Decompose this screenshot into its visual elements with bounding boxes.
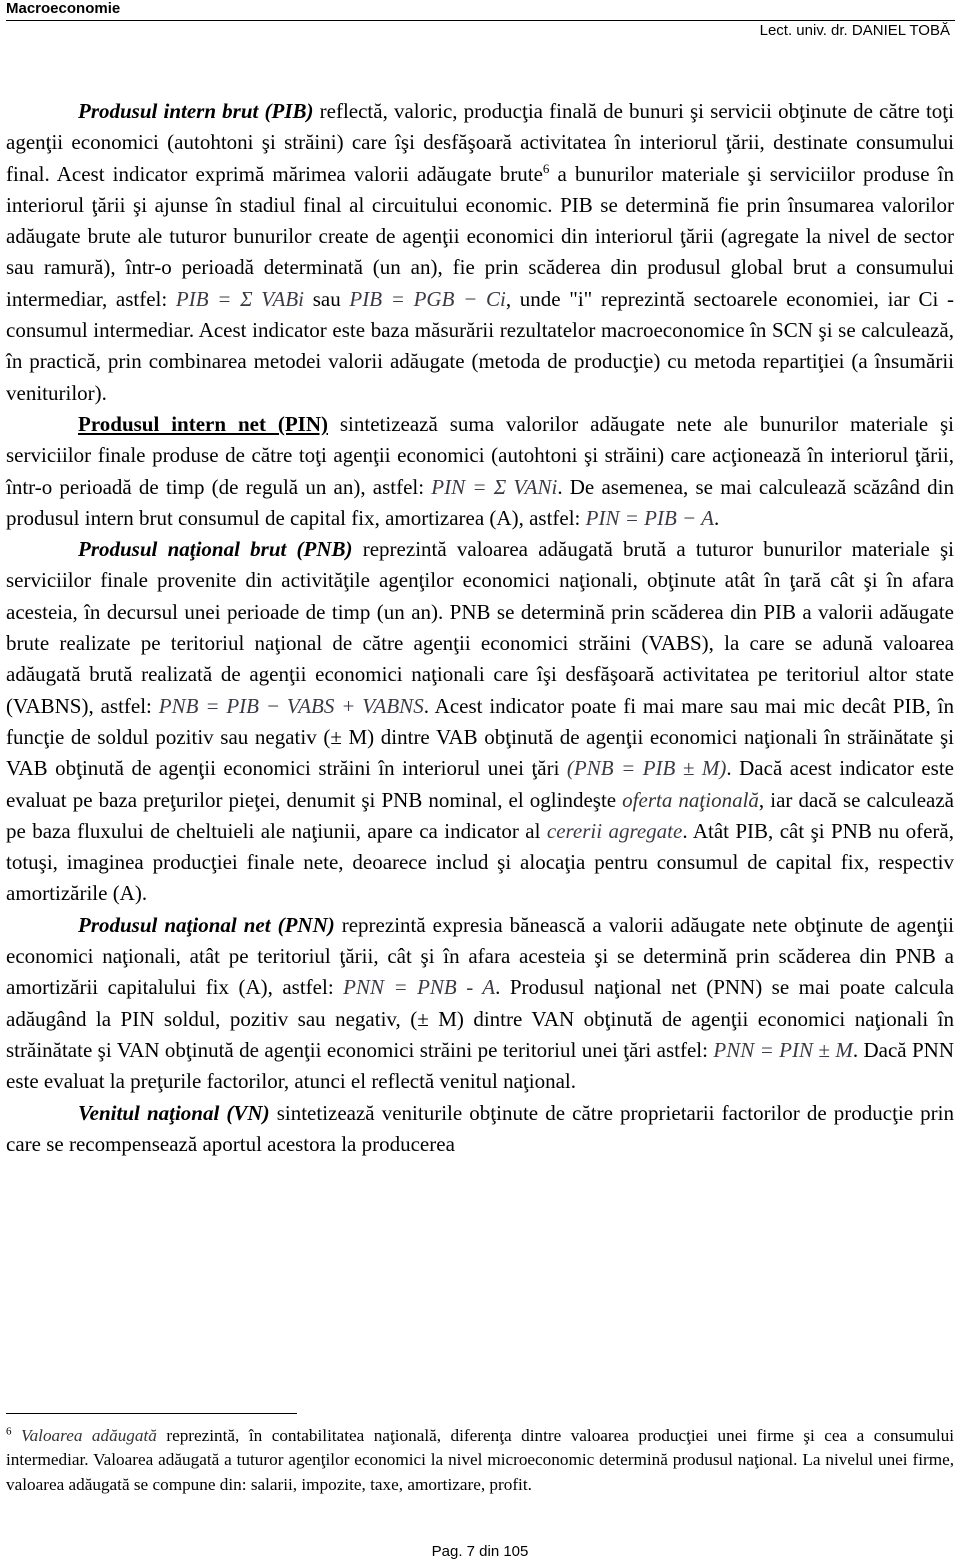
author-name: Lect. univ. dr. DANIEL TOBĂ (759, 22, 950, 39)
formula-pnn-pin: PNN = PIN ± M (713, 1037, 853, 1062)
formula-pib-sum: PIB = Σ VABi (175, 286, 305, 311)
pib-text-4: , unde "i" reprezintă sectoarele economiei, iar Ci - consumul intermediar. Acest indicator este baza măsurării rezultatelor macroeconomice în SCN şi se calculează, în practică, prin combinarea metodei valorii adăugate (metoda de producţie) cu metoda repartiţiei (a însumării veniturilor). (6, 286, 954, 405)
term-cererii-agregate: cererii agregate (546, 818, 683, 843)
footnote-text: reprezintă, în contabilitatea naţională, diferenţa dintre valoarea producţiei unei firme şi cea a consumului intermediar. Valoarea adăugată a tuturor agenţilor economici la nivel microeconomic determină produsul naţional. La nivelul unei firme, valoarea adăugată se compune din: salarii, impozite, taxe, amortizare, profit. (6, 1426, 955, 1494)
footnote-number: 6 (6, 1425, 12, 1438)
pnn-text-3: . Dacă PNN este evaluat la preţurile factorilor, atunci el reflectă venitul naţional. (6, 1037, 955, 1094)
pnb-text-1: reprezintă valoarea adăugată brută a tuturor bunurilor materiale şi serviciilor finale provenite din activităţile agenţilor economici naţionali, obţinute atât în ţară cât şi în afara acesteia, în decursul unei perioade de timp (un an). PNB se determină prin scăderea din PIB a valorii adăugate brute realizate pe teritoriul naţional de către agenţii economici străini (VABS), la care se adună valoarea adăugată brută realizată de agenţii economici naţionali care îşi desfăşoară activitatea pe teritoriul altor state (VABNS), astfel: (6, 537, 954, 718)
pnb-text-3: . Dacă acest indicator este evaluat pe baza preţurilor pieţei, denumit şi PNB nominal, el oglindeşte (6, 756, 954, 812)
paragraph-pib (6, 96, 954, 409)
term-vn: Venitul naţional (VN) (78, 1100, 270, 1125)
footnote-term: Valoarea adăugată (21, 1426, 157, 1445)
pnb-text-5: . Atât PIB, cât şi PNB nu oferă, totuşi, imaginea producţiei finale nete, deoarece includ şi alocaţia pentru consumul de capital fix, respectiv amortizările (A). (6, 818, 955, 906)
formula-pin-sum: PIN = Σ VANi (431, 474, 558, 499)
formula-pnn-pnb: PNN = PNB - A (343, 975, 496, 1000)
term-pib: Produsul intern brut (PIB) (78, 99, 314, 123)
paragraph-pin (6, 409, 954, 534)
term-oferta-nationala: oferta naţională (622, 787, 759, 812)
course-title: Macroeconomie (6, 0, 121, 17)
pib-text-1: reflectă, valoric, producţia finală de bunuri şi servicii obţinute de către toţi agenţii economici (autohtoni şi străini) care îşi desfăşoară activitatea în interiorul ţării, destinate consumului final. Acest indicator exprimă mărimea valorii adăugate brute (6, 99, 954, 186)
pib-text-3: sau (304, 286, 350, 311)
footnote-reference: 6 (542, 160, 550, 176)
formula-pib-pgb: PIB = PGB − Ci (349, 286, 506, 311)
pin-text-3: . (713, 505, 720, 530)
paragraph-pnb (6, 534, 954, 910)
paragraph-pnn (6, 910, 954, 1098)
pnb-text-4: , iar dacă se calculează pe baza fluxului de cheltuieli ale naţiunii, apare ca indicator al (6, 787, 954, 843)
term-pin: Produsul intern net (PIN) (78, 411, 328, 436)
footnote (6, 1424, 954, 1497)
formula-pin-pib: PIN = PIB − A (585, 505, 714, 530)
pin-text-2: . De asemenea, se mai calculează scăzând din produsul intern brut consumul de capital fix, amortizarea (A), astfel: (6, 474, 954, 530)
formula-pnb-m: (PNB = PIB ± M) (566, 756, 727, 781)
body-text (6, 96, 954, 1160)
formula-pnb-vabs: PNB = PIB − VABS + VABNS (158, 693, 424, 718)
footnote-rule (6, 1413, 297, 1414)
term-pnn: Produsul naţional net (PNN) (78, 912, 335, 937)
vn-text-1: sintetizează veniturile obţinute de către proprietarii factorilor de producţie prin care se recompensează aportul acestora la producerea (6, 1100, 954, 1156)
pnn-text-1: reprezintă expresia bănească a valorii adăugate nete obţinute de agenţii economici naţionali, atât pe teritoriul ţării, cât şi în afara acesteia şi se determină prin scăderea din PNB a amortizării capitalului fix (A), astfel: (6, 912, 954, 1000)
header-rule (6, 20, 955, 21)
term-pnb: Produsul naţional brut (PNB) (78, 537, 353, 562)
pib-text-2: a bunurilor materiale şi serviciilor produse în interiorul ţării şi ajunse în stadiul final al circuitului economic. PIB se determină fie prin însumarea valorilor adăugate brute ale tuturor bunurilor create de agenţii economici din interiorul ţării (agregate la nivel de sector sau ramură), într-o perioadă determinată (un an), fie prin scăderea din produsul global brut a consumului intermediar, astfel: (6, 161, 954, 311)
page-number: Pag. 7 din 105 (431, 1543, 529, 1560)
pnn-text-2: . Produsul naţional net (PNN) se mai poate calcula adăugând la PIN soldul, pozitiv sau negativ, (± M) dintre VAN obţinută de agenţii economici naţionali în străinătate şi VAN obţinută de agenţii economici străini pe teritoriul unei ţări astfel: (6, 975, 954, 1062)
pnb-text-2: . Acest indicator poate fi mai mare sau mai mic decât PIB, în funcţie de soldul pozitiv sau negativ (± M) dintre VAB obţinută de agenţii economici naţionali în străinătate şi VAB obţinută de agenţii economici străini în interiorul unei ţări (6, 693, 955, 781)
paragraph-vn (6, 1098, 954, 1161)
pin-text-1: sintetizează suma valorilor adăugate nete ale bunurilor materiale şi serviciilor finale produse de către toţi agenţii economici (autohtoni şi străini) care acţionează în interiorul ţării, într-o perioadă de timp (de regulă un an), astfel: (6, 411, 954, 499)
